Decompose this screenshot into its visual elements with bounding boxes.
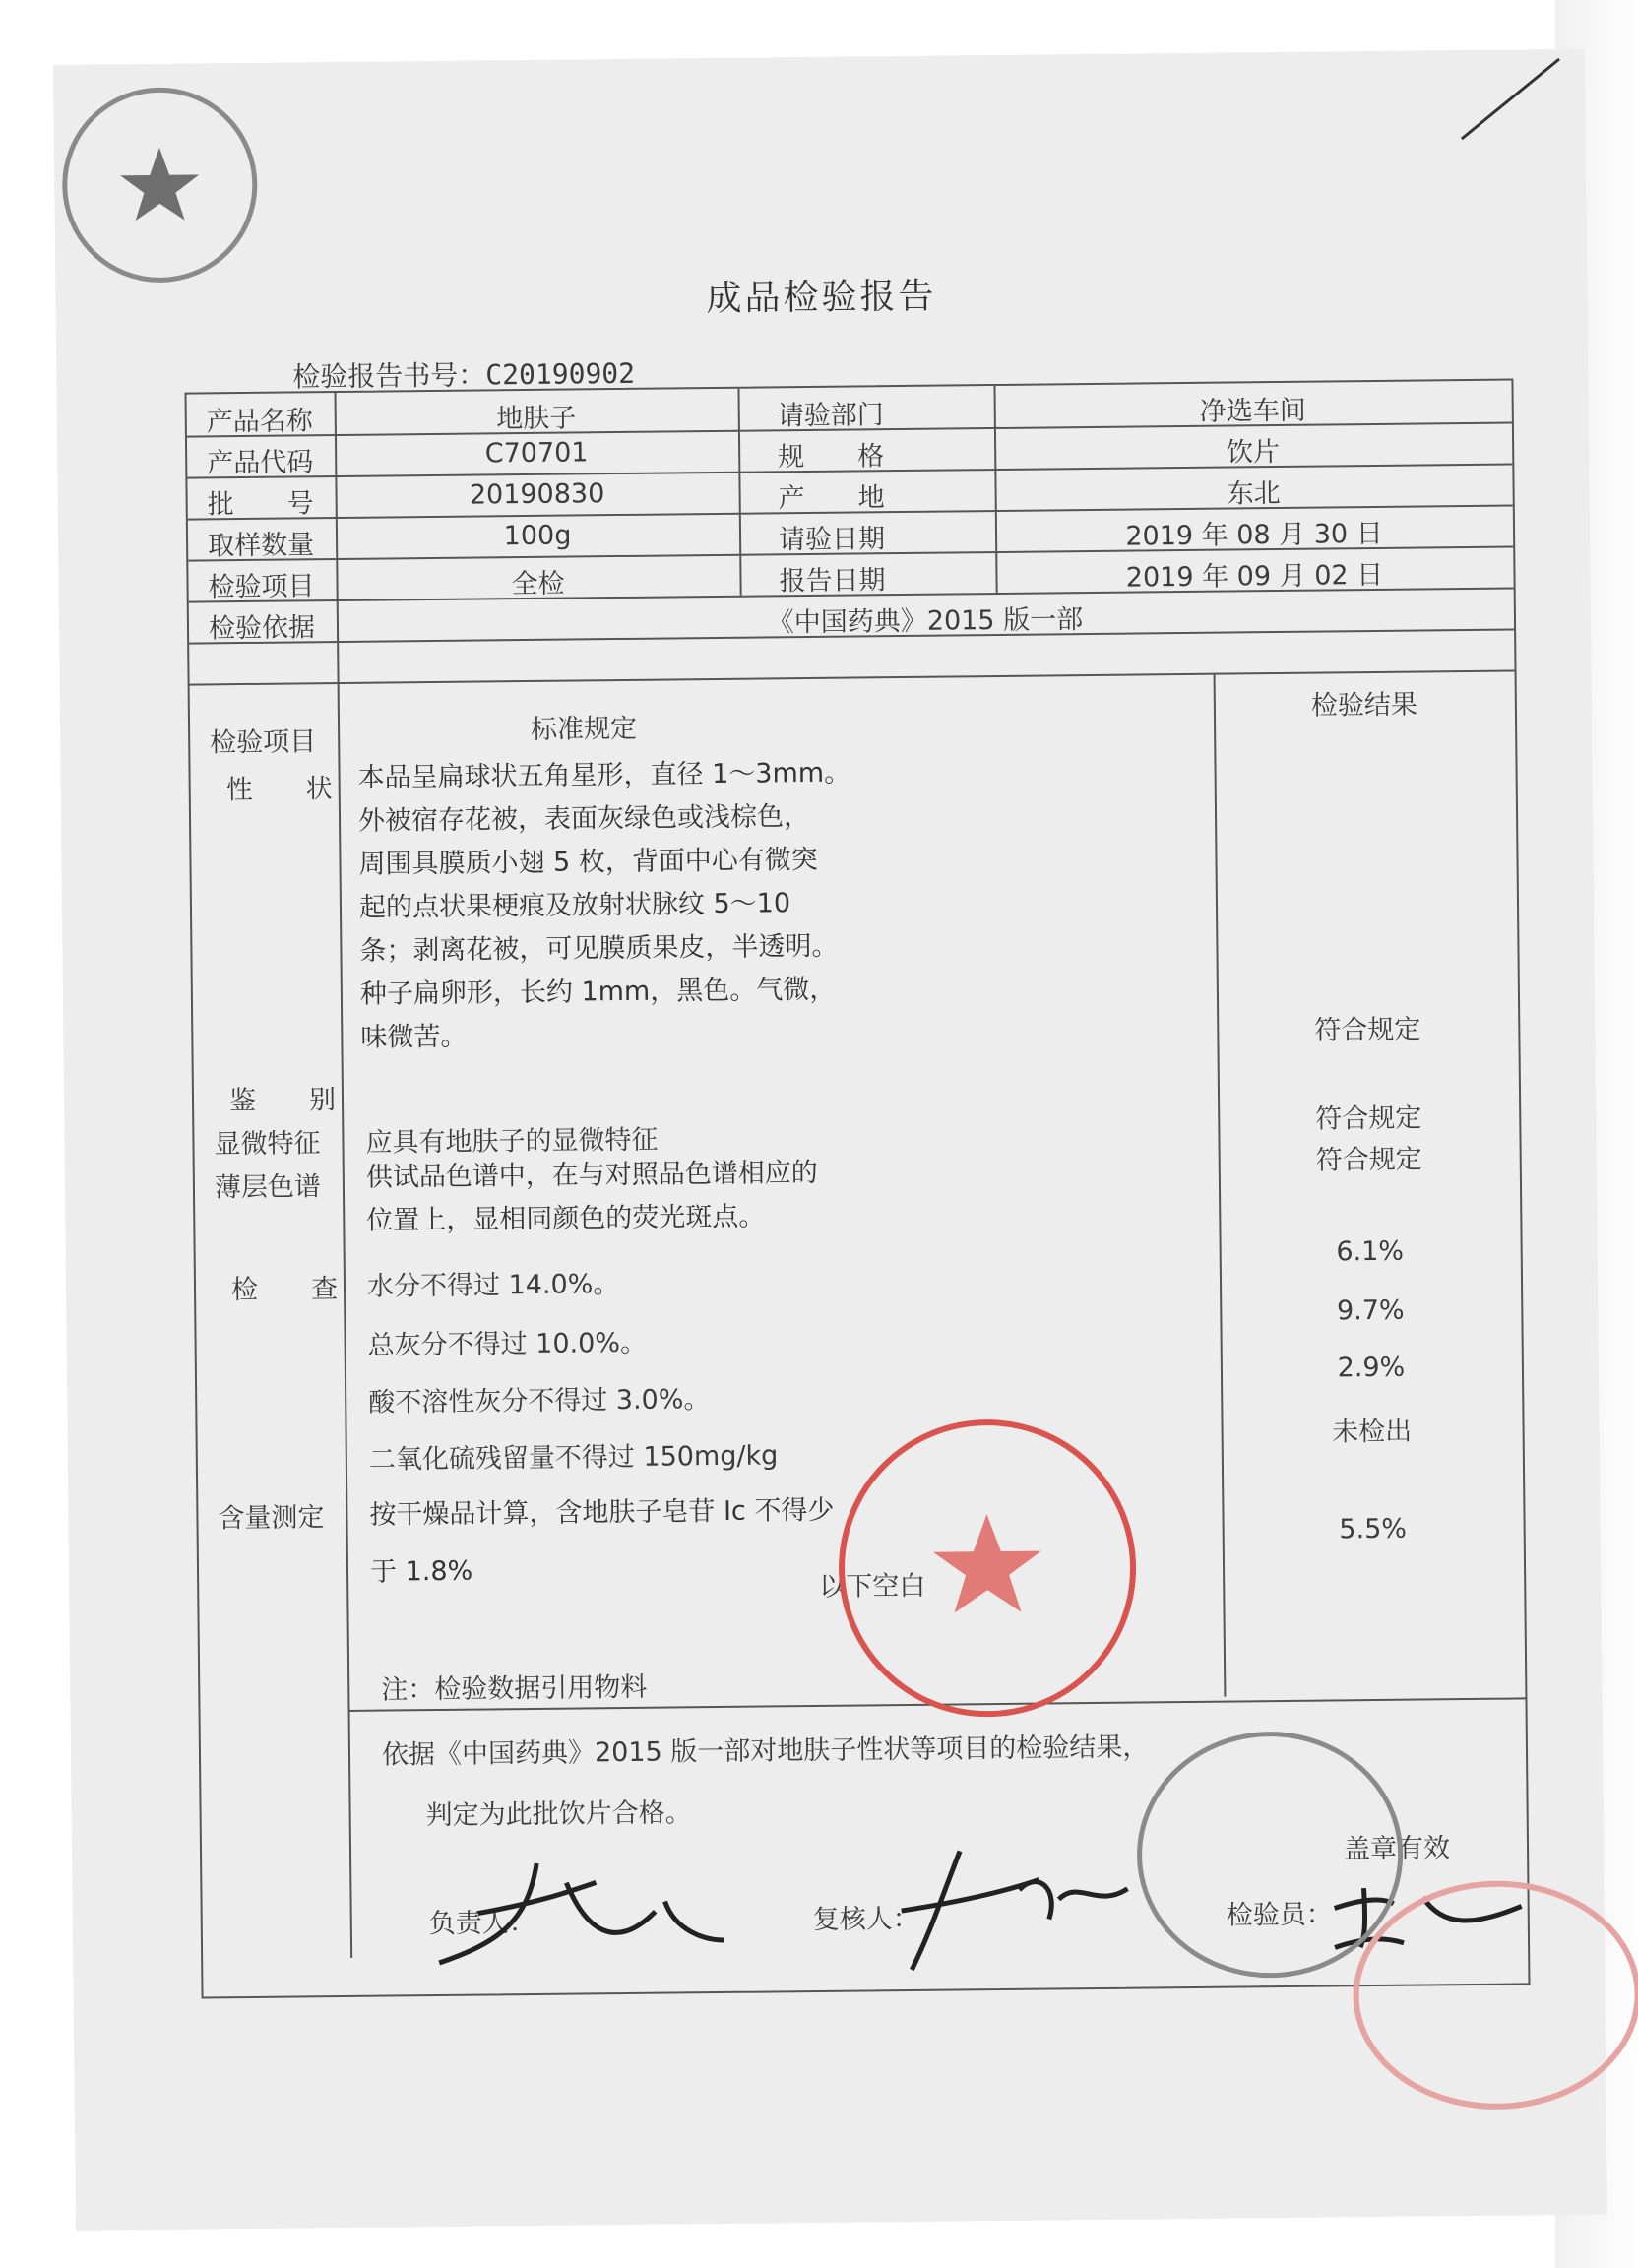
test-item-label: 检验项目 [208,571,315,603]
test-item: 全检 [511,568,565,600]
ash-standard: 总灰分不得过 10.0%。 [367,1327,648,1361]
sample-qty: 100g [503,520,572,552]
acid-ash-standard: 酸不溶性灰分不得过 3.0%。 [368,1384,711,1418]
character-label: 性 状 [225,774,333,806]
tlc-result: 符合规定 [1315,1144,1422,1176]
origin: 东北 [1227,477,1281,510]
so2-standard: 二氧化硫残留量不得过 150mg/kg [368,1440,779,1476]
water-standard: 水分不得过 14.0%。 [366,1269,620,1302]
assay-result: 5.5% [1339,1513,1408,1545]
batch-label: 批 号 [207,488,314,521]
note: 注：检验数据引用物料 [381,1671,648,1706]
conclusion-2: 判定为此批饮片合格。 [425,1797,692,1832]
seal-star-icon [66,92,253,279]
basis: 《中国药典》2015 版一部 [767,604,1084,639]
header-result: 检验结果 [1310,689,1418,722]
request-date: 2019 年 08 月 30 日 [1125,518,1383,552]
tlc-label: 薄层色谱 [214,1171,322,1204]
report-date: 2019 年 09 月 02 日 [1125,559,1384,594]
red-bottom-right-seal [1352,1879,1638,2110]
water-result: 6.1% [1336,1235,1405,1268]
product-code: C70701 [484,437,589,470]
assay-standard: 按干燥品计算，含地肤子皂苷 Ic 不得少 于 1.8% [369,1494,835,1588]
inspector-label: 检验员： [1226,1899,1333,1931]
identify-label: 鉴 别 [228,1085,337,1117]
conclusion-1: 依据《中国药典》2015 版一部对地肤子性状等项目的检验结果， [381,1732,1150,1771]
assay-label: 含量测定 [218,1502,325,1535]
basis-label: 检验依据 [208,612,316,645]
origin-label: 产 地 [778,482,885,515]
micro-label: 显微特征 [214,1128,321,1161]
responsible-label: 负责人： [428,1907,536,1940]
report-table [184,378,1530,1998]
header-item: 检验项目 [210,726,317,759]
top-left-seal [61,87,258,284]
spec: 饮片 [1227,436,1281,469]
blank-note: 以下空白 [819,1570,926,1603]
dept-label: 请验部门 [777,400,884,432]
report-title: 成品检验报告 [706,276,937,320]
responsible-signature [418,1842,734,1983]
red-seal-star-icon [844,1424,1132,1713]
report-number: C20190902 [485,356,636,392]
character-result: 符合规定 [1314,1014,1421,1046]
reviewer-label: 复核人： [812,1903,919,1936]
report-date-label: 报告日期 [779,565,886,598]
report-sheet [53,49,1607,2231]
reviewer-signature [891,1829,1149,1980]
acid-ash-result: 2.9% [1337,1352,1406,1384]
header-standard: 标准规定 [530,713,638,745]
stamp-valid: 盖章有效 [1343,1833,1451,1865]
micro-standard: 应具有地肤子的显微特征 [365,1124,659,1159]
product-name-label: 产品名称 [206,406,313,438]
character-standard: 本品呈扁球状五角星形，直径 1～3mm。 外被宿存花被，表面灰绿色或浅棕色， 周围具膜质小翅 5 枚，背面中心有微突 起的点状果梗痕及放射状脉纹 5～10 条；剥离花被，可见膜质果皮，半透明。 种子扁卵形，长约 1mm，黑色。气微， 味微苦。 [357,757,851,1053]
col-divider [338,682,353,1958]
sample-qty-label: 取样数量 [207,530,315,562]
tlc-standard: 供试品色谱中，在与对照品色谱相应的 位置上，显相同颜色的荧光斑点。 [365,1157,818,1236]
request-date-label: 请验日期 [778,524,886,556]
so2-result: 未检出 [1331,1416,1413,1448]
red-center-seal [837,1418,1137,1719]
batch: 20190830 [469,478,605,511]
check-label: 检 查 [230,1274,339,1306]
report-number-label: 检验报告书号： [292,358,486,394]
pen-mark [1451,49,1570,149]
ash-result: 9.7% [1336,1294,1405,1327]
spec-label: 规 格 [778,441,885,473]
micro-result: 符合规定 [1315,1102,1422,1135]
product-code-label: 产品代码 [207,447,314,479]
product-name: 地肤子 [496,403,577,435]
dept: 净选车间 [1199,395,1306,427]
